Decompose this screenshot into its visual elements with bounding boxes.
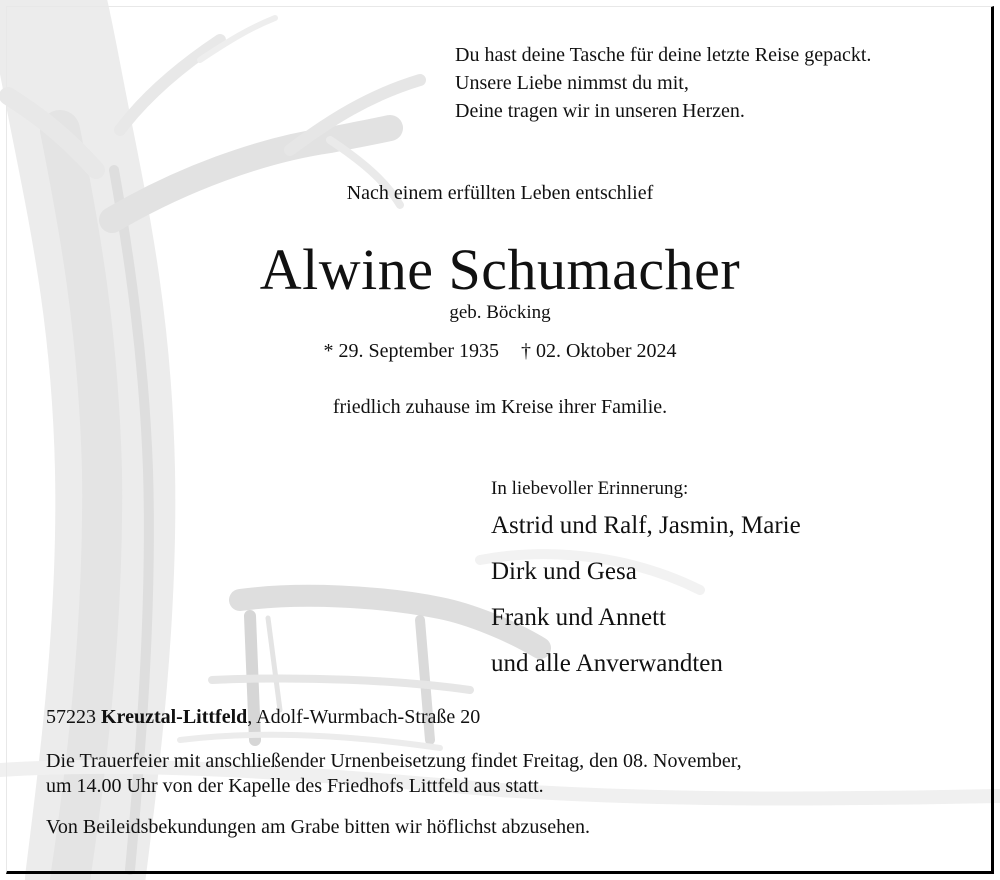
deceased-name: Alwine Schumacher xyxy=(259,237,741,302)
mourners-heading: In liebevoller Erinnerung: xyxy=(491,478,689,499)
frame-border xyxy=(6,6,994,874)
poem-line-1: Du hast deine Tasche für deine letzte Reise gepackt. xyxy=(455,44,872,66)
place-of-death: friedlich zuhause im Kreise ihrer Familie. xyxy=(332,396,668,418)
mourner-line: Frank und Annett xyxy=(491,604,666,631)
mourner-address xyxy=(46,706,480,729)
life-dates xyxy=(0,340,1000,363)
mourner-line: Astrid und Ralf, Jasmin, Marie xyxy=(491,512,801,539)
intro-text: Nach einem erfüllten Leben entschlief xyxy=(346,182,654,204)
condolence-note: Von Beileidsbekundungen am Grabe bitten wir höflichst abzusehen. xyxy=(46,816,590,838)
service-line-1: Die Trauerfeier mit anschließender Urnenbeisetzung findet Freitag, den 08. November, xyxy=(46,750,742,772)
service-line-2: um 14.00 Uhr von der Kapelle des Friedhofs Littfeld aus statt. xyxy=(46,775,544,797)
city: Kreuztal-Littfeld xyxy=(101,706,248,728)
poem-line-2: Unsere Liebe nimmst du mit, xyxy=(455,72,689,94)
birth-date: * 29. September 1935 xyxy=(323,340,499,362)
street: , Adolf-Wurmbach-Straße 20 xyxy=(247,706,481,728)
postal-code: 57223 xyxy=(46,706,96,728)
mourner-line: Dirk und Gesa xyxy=(491,558,637,585)
death-date: † 02. Oktober 2024 xyxy=(520,340,677,362)
maiden-name: geb. Böcking xyxy=(449,302,551,323)
mourner-line: und alle Anverwandten xyxy=(491,650,723,677)
poem-line-3: Deine tragen wir in unseren Herzen. xyxy=(455,100,745,122)
